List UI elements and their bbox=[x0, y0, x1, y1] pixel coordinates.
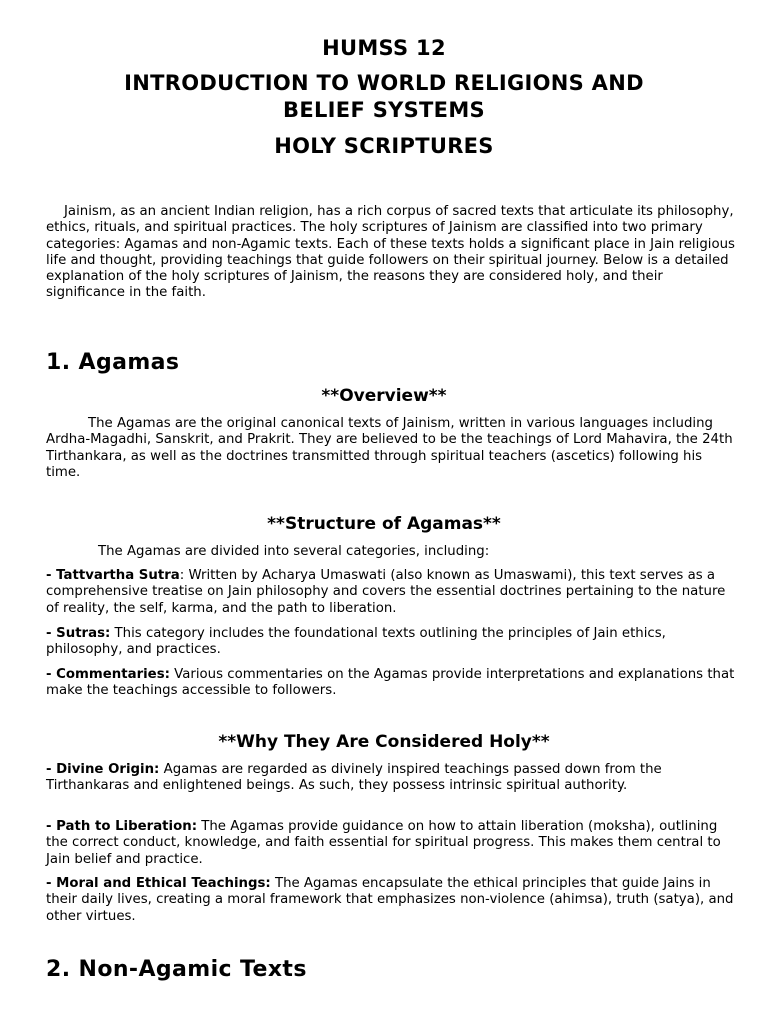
overview-heading: **Overview** bbox=[321, 386, 447, 406]
item-term: - Moral and Ethical Teachings: bbox=[46, 876, 271, 891]
item-term: - Sutras: bbox=[46, 626, 111, 641]
section1-heading: 1. Agamas bbox=[46, 350, 180, 375]
item-term: - Divine Origin: bbox=[46, 762, 160, 777]
overview-paragraph: The Agamas are the original canonical texts of Jainism, written in various languages including Ardha-Magadhi, Sanskrit, and Prakrit. They are believed to be the teachings of Lord Mahavira, the 24th Tirthankara, as well as the doctrines transmitted through spiritual teachers (ascetics) following his time. bbox=[46, 416, 733, 480]
structure-item-commentaries bbox=[46, 667, 736, 700]
item-text: Agamas are regarded as divinely inspired teachings passed down from the Tirthankaras and enlightened beings. As such, they possess intrinsic spiritual authority. bbox=[46, 762, 662, 794]
section2-heading: 2. Non-Agamic Texts bbox=[46, 957, 307, 982]
structure-intro: The Agamas are divided into several categories, including: bbox=[98, 544, 490, 559]
structure-item-sutras bbox=[46, 626, 736, 659]
course-title: HUMSS 12 bbox=[322, 36, 446, 60]
holy-item-moral-ethical bbox=[46, 876, 736, 925]
structure-item-tattvartha bbox=[46, 568, 736, 617]
item-text: : Written by Acharya Umaswati (also known as Umaswami), this text serves as a comprehensive treatise on Jain philosophy and covers the essential doctrines pertaining to the nature of reality, the self, karma, and the path to liberation. bbox=[46, 568, 726, 616]
item-term: - Commentaries: bbox=[46, 667, 170, 682]
subject-title-line1: INTRODUCTION TO WORLD RELIGIONS AND bbox=[124, 71, 644, 95]
holy-item-path-to-liberation bbox=[46, 819, 736, 868]
item-term: - Tattvartha Sutra bbox=[46, 568, 180, 583]
structure-heading: **Structure of Agamas** bbox=[267, 514, 501, 534]
intro-paragraph: Jainism, as an ancient Indian religion, has a rich corpus of sacred texts that articulate its philosophy, ethics, rituals, and spiritual practices. The holy scriptures of Jainism are classified into two primary categories: Agamas and non-Agamic texts. Each of these texts holds a significant place in Jain religious life and thought, providing teachings that guide followers on their spiritual journey. Below is a detailed explanation of the holy scriptures of Jainism, the reasons they are considered holy, and their significance in the faith. bbox=[46, 204, 735, 301]
item-text: The Agamas encapsulate the ethical principles that guide Jains in their daily lives, creating a moral framework that emphasizes non-violence (ahimsa), truth (satya), and other virtues. bbox=[46, 876, 734, 924]
item-term: - Path to Liberation: bbox=[46, 819, 198, 834]
item-text: Various commentaries on the Agamas provide interpretations and explanations that make the teachings accessible to followers. bbox=[46, 667, 735, 699]
item-text: The Agamas provide guidance on how to attain liberation (moksha), outlining the correct conduct, knowledge, and faith essential for spiritual progress. This makes them central to Jain belief and practice. bbox=[46, 819, 721, 867]
holy-heading: **Why They Are Considered Holy** bbox=[218, 732, 550, 752]
subject-title-line2: BELIEF SYSTEMS bbox=[283, 98, 485, 122]
holy-item-divine-origin bbox=[46, 762, 736, 795]
topic-title: HOLY SCRIPTURES bbox=[274, 134, 494, 158]
item-text: This category includes the foundational texts outlining the principles of Jain ethics, philosophy, and practices. bbox=[46, 626, 666, 658]
